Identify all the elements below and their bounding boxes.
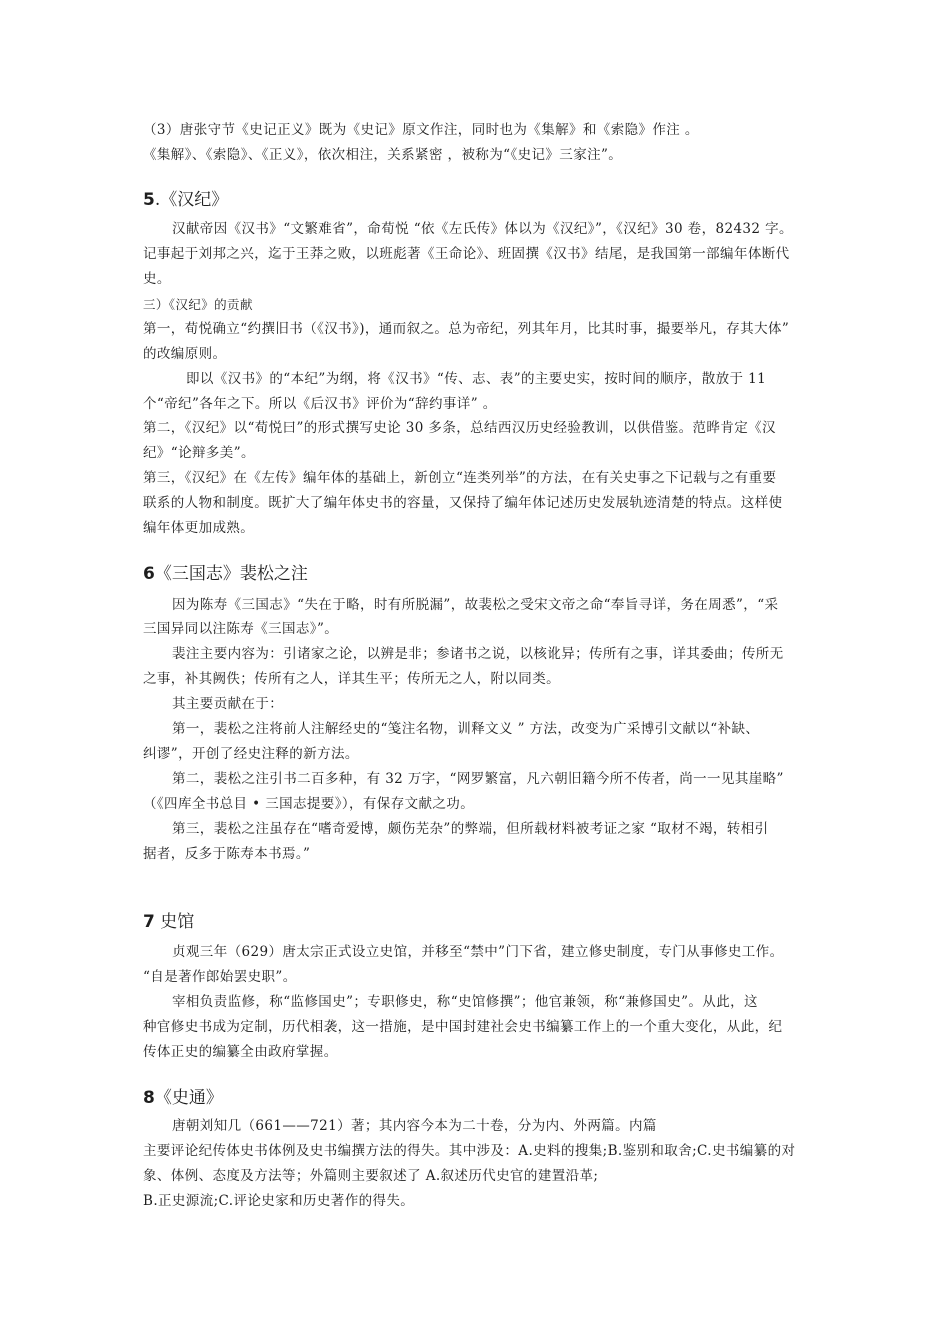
section-8-number: 8 xyxy=(143,1088,155,1108)
s5-p1-line-3: 史。 xyxy=(143,271,171,287)
s5-p4-line-1: 第二，《汉纪》以“荀悦曰”的形式撰写史论 30 多条，总结西汉历史经验教训，以供借鉴。范晔肯定《汉 xyxy=(143,420,776,436)
section-7-heading xyxy=(143,911,194,933)
section-5-title: .《汉纪》 xyxy=(154,190,229,210)
s7-p2-line-2: 种官修史书成为定制，历代相袭，这一措施，是中国封建社会史书编纂工作上的一个重大变化，从此，纪 xyxy=(143,1019,783,1035)
s6-p5-line-2: （《四库全书总目 • 三国志提要》），有保存文献之功。 xyxy=(143,796,475,812)
section-6-title: 《三国志》裴松之注 xyxy=(154,564,308,584)
s7-p2-line-3: 传体正史的编纂全由政府掌握。 xyxy=(143,1044,338,1060)
s8-p1: 唐朝刘知几（661——721）著；其内容今本为二十卷，分为内、外两篇。内篇 xyxy=(172,1118,657,1134)
s6-p5-line-1: 第二，裴松之注引书二百多种，有 32 万字，“网罗繁富，凡六朝旧籍今所不传者，尚一一见其崖略” xyxy=(172,771,784,787)
s6-p1-line-2: 三国异同以注陈寿《三国志》”。 xyxy=(143,621,339,637)
s8-p2-line-1: 主要评论纪传体史书体例及史书编撰方法的得失。其中涉及：A.史料的搜集;B.鉴别和取舍;C.史书编纂的对 xyxy=(143,1143,796,1159)
section-6-heading xyxy=(143,563,308,585)
section-5-number: 5 xyxy=(143,190,155,210)
s8-p2-line-3: B.正史源流;C.评论史家和历史著作的得失。 xyxy=(143,1193,415,1209)
section-5-heading xyxy=(143,189,228,211)
section-6-number: 6 xyxy=(143,564,155,584)
s6-p6-line-1: 第三，裴松之注虽存在“嗜奇爱博，颇伤芜杂”的弊端，但所载材料被考证之家 “取材不竭，转相引 xyxy=(172,821,769,837)
s7-p1-line-2: “自是著作郎始罢史职”。 xyxy=(143,969,297,985)
section-7-number: 7 xyxy=(143,912,155,932)
s5-p4-line-2: 纪》“论辩多美”。 xyxy=(143,445,255,461)
s6-p2-line-1: 裴注主要内容为：引诸家之论，以辨是非；参诸书之说，以核讹异；传所有之事，详其委曲；传所无 xyxy=(172,646,784,662)
s7-p2-line-1: 宰相负责监修，称“监修国史”；专职修史，称“史馆修撰”；他官兼领，称“兼修国史”。从此，这 xyxy=(172,994,758,1010)
s5-p2-line-2: 的改编原则。 xyxy=(143,346,227,362)
section-8-title: 《史通》 xyxy=(154,1088,223,1108)
s5-p5-line-3: 编年体更加成熟。 xyxy=(143,520,255,536)
s6-p4-line-1: 第一，裴松之注将前人注解经史的“笺注名物，训释文义 ” 方法，改变为广采博引文献以“补缺、 xyxy=(172,721,760,737)
s6-p2-line-2: 之事，补其阙佚；传所有之人，详其生平；传所无之人，附以同类。 xyxy=(143,671,560,687)
intro-line-2: 《集解》、《索隐》、《正义》，依次相注，关系紧密 ，被称为“《史记》三家注”。 xyxy=(143,147,623,163)
s5-p5-line-2: 联系的人物和制度。既扩大了编年体史书的容量，又保持了编年体记述历史发展轨迹清楚的特点。这样使 xyxy=(143,495,783,511)
s5-subheading: 三）《汉纪》的贡献 xyxy=(143,297,253,312)
intro-line-1: （3）唐张守节《史记正义》既为《史记》原文作注，同时也为《集解》和《索隐》作注 。 xyxy=(143,122,699,138)
s6-p4-line-2: 纠谬”，开创了经史注释的新方法。 xyxy=(143,746,359,762)
s7-p1-line-1: 贞观三年（629）唐太宗正式设立史馆，并移至“禁中”门下省，建立修史制度，专门从事修史工作。 xyxy=(172,944,784,960)
s6-p6-line-2: 据者，反多于陈寿本书焉。” xyxy=(143,846,311,862)
s5-p3-line-2: 个“帝纪”各年之下。所以《后汉书》评价为“辞约事详” 。 xyxy=(143,396,497,412)
s8-p2-line-2: 象、体例、态度及方法等；外篇则主要叙述了 A.叙述历代史官的建置沿革; xyxy=(143,1168,599,1184)
section-7-title: 史馆 xyxy=(154,912,195,932)
s5-p1-line-1: 汉献帝因《汉书》“文繁难省”，命荀悦 “依《左氏传》体以为《汉纪》”，《汉纪》30 卷，82432 字。 xyxy=(172,221,793,237)
section-8-heading xyxy=(143,1087,223,1109)
s6-p3: 其主要贡献在于： xyxy=(172,696,284,712)
s6-p1-line-1: 因为陈寿《三国志》“失在于略，时有所脱漏”，故裴松之受宋文帝之命“奉旨寻详，务在周悉”，“采 xyxy=(172,597,779,613)
s5-p2-line-1: 第一，荀悦确立“约撰旧书（《汉书》)，通而叙之。总为帝纪，列其年月，比其时事，撮要举凡，存其大体” xyxy=(143,321,790,337)
s5-p1-line-2: 记事起于刘邦之兴，迄于王莽之败，以班彪著《王命论》、班固撰《汉书》结尾，是我国第一部编年体断代 xyxy=(143,246,790,262)
s5-p5-line-1: 第三，《汉纪》在《左传》编年体的基础上，新创立“连类列举”的方法，在有关史事之下记载与之有重要 xyxy=(143,470,777,486)
s5-p3-line-1: 即以《汉书》的“本纪”为纲，将《汉书》“传、志、表”的主要史实，按时间的顺序，散放于 11 xyxy=(186,371,767,387)
